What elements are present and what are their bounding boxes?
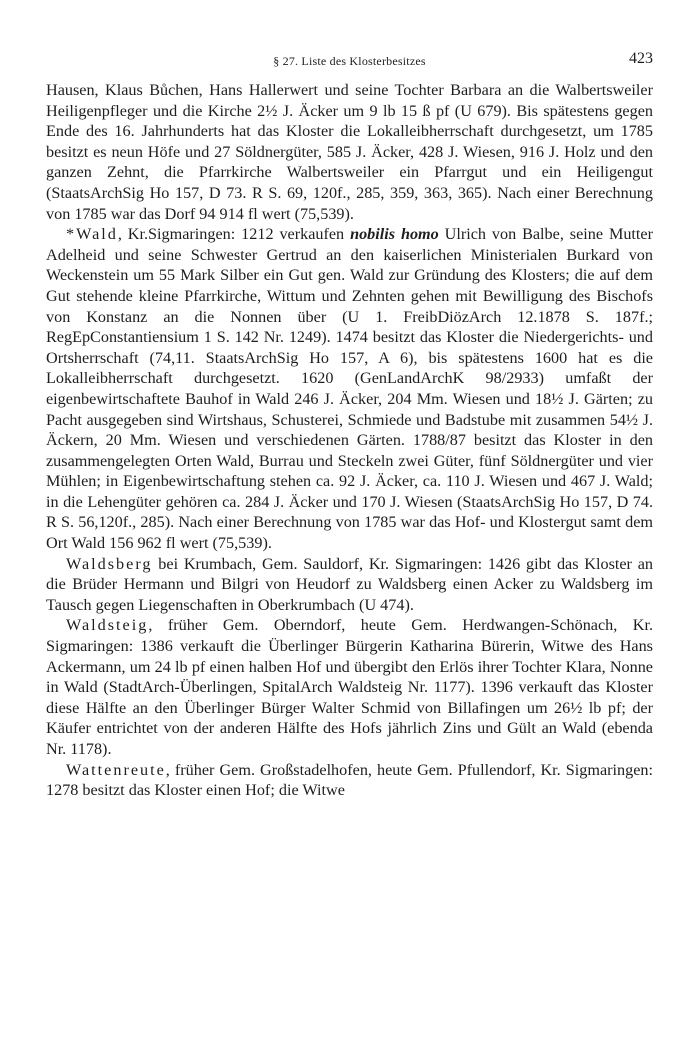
entry-heading-wattenreute: Wattenreute xyxy=(66,760,166,779)
entry-wald xyxy=(46,224,653,554)
entry-text: bei Krumbach, Gem. Sauldorf, Kr. Sigmaringen: 1426 gibt das Kloster an die Brüder Hermann und Bilgri von Heudorf zu Waldsberg einen Acker zu Waldsberg im Tausch gegen Liegenschaften in Oberkrumbach (U 474). xyxy=(46,554,653,614)
latin-term: nobilis homo xyxy=(350,225,439,244)
entry-heading-wald: *Wald xyxy=(66,225,118,244)
entry-text: Ulrich von Balbe, seine Mutter Adelheid und seine Schwester Gertrud an den kaiserlichen Ministerialen Burkard von Weckenstein um 55 Mark Silber ein Gut gen. Wald zur Gründung des Klosters; die auf dem Gut stehende kleine Pfarrkirche, Wittum und Zehnten gehen mit Bewilligung des Bischofs von Konstanz an die Nonnen über (U 1. FreibDiözArch 12.1878 S. 187f.; RegEpConstantiensium 1 S. 142 Nr. 1249). 1474 besitzt das Kloster die Niedergerichts- und Ortsherrschaft (74,11. StaatsArchSig Ho 157, A 6), bis spätestens 1600 hat es die Lokalleibherrschaft durchgesetzt. 1620 (GenLandArchK 98/2933) umfaßt der eigenbewirtschaftete Bauhof in Wald 246 J. Äcker, 204 Mm. Wiesen und 18½ J. Gärten; zu Pacht ausgegeben sind Wirtshaus, Schusterei, Schmiede und Badstube mit zusammen 54½ J. Äckern, 20 Mm. Wiesen und verschiedenen Gärten. 1788/87 besitzt das Kloster in den zusammengelegten Orten Wald, Burrau und Steckeln zwei Güter, fünf Söldnergüter und vier Mühlen; in Eigenbewirtschaftung stehen ca. 92 J. Äcker, ca. 110 J. Wiesen und 467 J. Wald; in die Lehengüter gehören ca. 284 J. Äcker und 170 J. Wiesen (StaatsArchSig Ho 157, D 74. R S. 56,120f., 285). Nach einer Berechnung von 1785 war das Hof- und Klostergut samt dem Ort Wald 156 962 fl wert (75,539). xyxy=(46,225,653,553)
entry-text: , früher Gem. Großstadelhofen, heute Gem. Pfullendorf, Kr. Sigmaringen: 1278 besitzt das Kloster einen Hof; die Witwe xyxy=(46,760,653,800)
paragraph-text: Hausen, Klaus Bůchen, Hans Hallerwert und seine Tochter Barbara an die Walbertsweiler Heiligenpfleger und die Kirche 2½ J. Äcker um 9 lb 15 ß pf (U 679). Bis spätestens gegen Ende des 16. Jahrhunderts hat das Kloster die Lokalleibherrschaft durchgesetzt, um 1785 besitzt es neun Höfe und 27 Söldnergüter, 585 J. Äcker, 428 J. Wiesen, 916 J. Holz und den ganzen Zehnt, die Pfarrkirche Walbertsweiler ein Pfarrgut und ein Heiligengut (StaatsArchSig Ho 157, D 73. R S. 69, 120f., 285, 359, 363, 365). Nach einer Berechnung von 1785 war das Dorf 94 914 fl wert (75,539). xyxy=(46,81,653,223)
running-head: § 27. Liste des Klosterbesitzes xyxy=(273,54,426,68)
body-text xyxy=(46,80,653,801)
entry-wattenreute xyxy=(46,760,653,801)
page-header xyxy=(46,50,653,72)
entry-heading-waldsteig: Waldsteig xyxy=(66,616,149,635)
entry-heading-waldsberg: Waldsberg xyxy=(66,554,153,573)
paragraph-hausen-continuation xyxy=(46,80,653,224)
page-number: 423 xyxy=(629,50,653,67)
entry-waldsteig xyxy=(46,615,653,759)
entry-waldsberg xyxy=(46,554,653,616)
entry-text: , früher Gem. Oberndorf, heute Gem. Herdwangen-Schönach, Kr. Sigmaringen: 1386 verkauft die Überlinger Bürgerin Katharina Bürerin, Witwe des Hans Ackermann, um 24 lb pf einen halben Hof und übergibt den Erlös ihrer Tochter Klara, Nonne in Wald (StadtArch-Überlingen, SpitalArch Waldsteig Nr. 1177). 1396 verkauft das Kloster diese Hälfte an den Überlinger Bürger Walter Schmid von Billafingen um 26½ lb pf; der Käufer entrichtet von der anderen Hälfte des Hofs jährlich Zins und Gült an Wald (ebenda Nr. 1178). xyxy=(46,616,653,758)
entry-text: , Kr.Sigmaringen: 1212 verkaufen xyxy=(117,225,351,244)
